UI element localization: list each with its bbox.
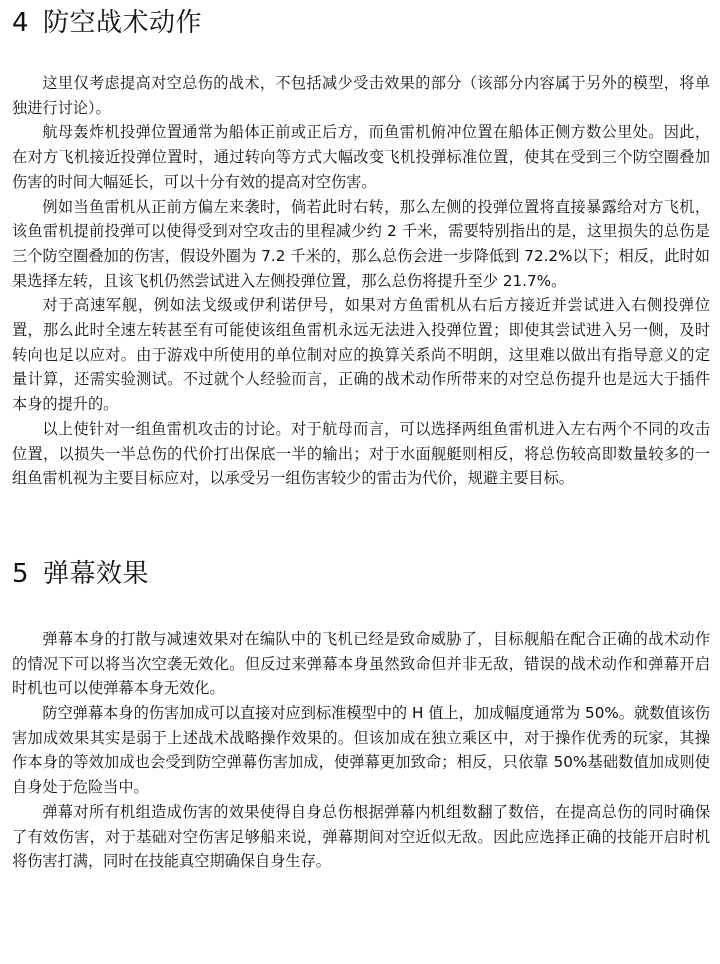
- section-4-paragraph-3: 例如当鱼雷机从正前方偏左来袭时，倘若此时右转，那么左侧的投弹位置将直接暴露给对方飞机，该鱼雷机提前投弹可以使得受到对空攻击的里程减少约 2 千米，需要特别指出的是，这里损失的总伤是三个防空圈叠加的伤害，假设外圈为 7.2 千米的，那么总伤会进一步降低到 72.2%以下；相反，此时如果选择左转，且该飞机仍然尝试进入左侧投弹位置，那么总伤将提升至少 21.7%。: [12, 197, 710, 290]
- section-5-paragraph-1: 弹幕本身的打散与减速效果对在编队中的飞机已经是致命威胁了，目标舰船在配合正确的战术动作的情况下可以将当次空袭无效化。但反过来弹幕本身虽然致命但并非无敌，错误的战术动作和弹幕开启时机也可以使弹幕本身无效化。: [12, 629, 710, 698]
- section-5-paragraph-2: 防空弹幕本身的伤害加成可以直接对应到标准模型中的 H 值上，加成幅度通常为 50%。就数值该伤害加成效果其实是弱于上述战术战略操作效果的。但该加成在独立乘区中，对于操作优秀的玩家，其操作本身的等效加成也会受到防空弹幕伤害加成，使弹幕更加致命；相反，只依靠 50%基础数值加成则使自身处于危险当中。: [12, 704, 710, 797]
- section-4-heading: [12, 0, 710, 40]
- spacer: [12, 40, 710, 71]
- document-page: [12, 0, 710, 874]
- spacer: [12, 591, 710, 627]
- section-5-title: 弹幕效果: [43, 558, 150, 589]
- section-4-title: 防空战术动作: [43, 8, 203, 38]
- section-5-paragraph-3: 弹幕对所有机组造成伤害的效果使得自身总伤根据弹幕内机组数翻了数倍，在提高总伤的同时确保了有效伤害，对于基础对空伤害足够船来说，弹幕期间对空近似无敌。因此应选择正确的技能开启时机将伤害打满，同时在技能真空期确保自身生存。: [12, 802, 710, 871]
- section-5-heading: [12, 557, 710, 591]
- section-4-paragraph-4: 对于高速军舰，例如法戈级或伊利诺伊号，如果对方鱼雷机从右后方接近并尝试进入右侧投弹位置，那么此时全速左转甚至有可能使该组鱼雷机永远无法进入投弹位置；即使其尝试进入另一侧，及时转向也足以应对。由于游戏中所使用的单位制对应的换算关系尚不明朗，这里难以做出有指导意义的定量计算，还需实验测试。不过就个人经验而言，正确的战术动作所带来的对空总伤提升也是远大于插件本身的提升的。: [12, 296, 710, 414]
- section-4-paragraph-2: 航母轰炸机投弹位置通常为船体正前或正后方，而鱼雷机俯冲位置在船体正侧方数公里处。因此，在对方飞机接近投弹位置时，通过转向等方式大幅改变飞机投弹标准位置，使其在受到三个防空圈叠加伤害的时间大幅延长，可以十分有效的提高对空伤害。: [12, 123, 710, 191]
- section-4-paragraph-1: 这里仅考虑提高对空总伤的战术，不包括减少受击效果的部分（该部分内容属于另外的模型，将单独进行讨论）。: [12, 74, 710, 117]
- section-4-paragraph-5: 以上使针对一组鱼雷机攻击的讨论。对于航母而言，可以选择两组鱼雷机进入左右两个不同的攻击位置，以损失一半总伤的代价打出保底一半的输出；对于水面舰艇则相反，将总伤较高即数量较多的一组鱼雷机视为主要目标应对，以承受另一组伤害较少的雷击为代价，规避主要目标。: [12, 419, 710, 488]
- spacer: [12, 491, 710, 557]
- section-4-number: 4: [12, 8, 30, 38]
- section-5-number: 5: [12, 558, 30, 589]
